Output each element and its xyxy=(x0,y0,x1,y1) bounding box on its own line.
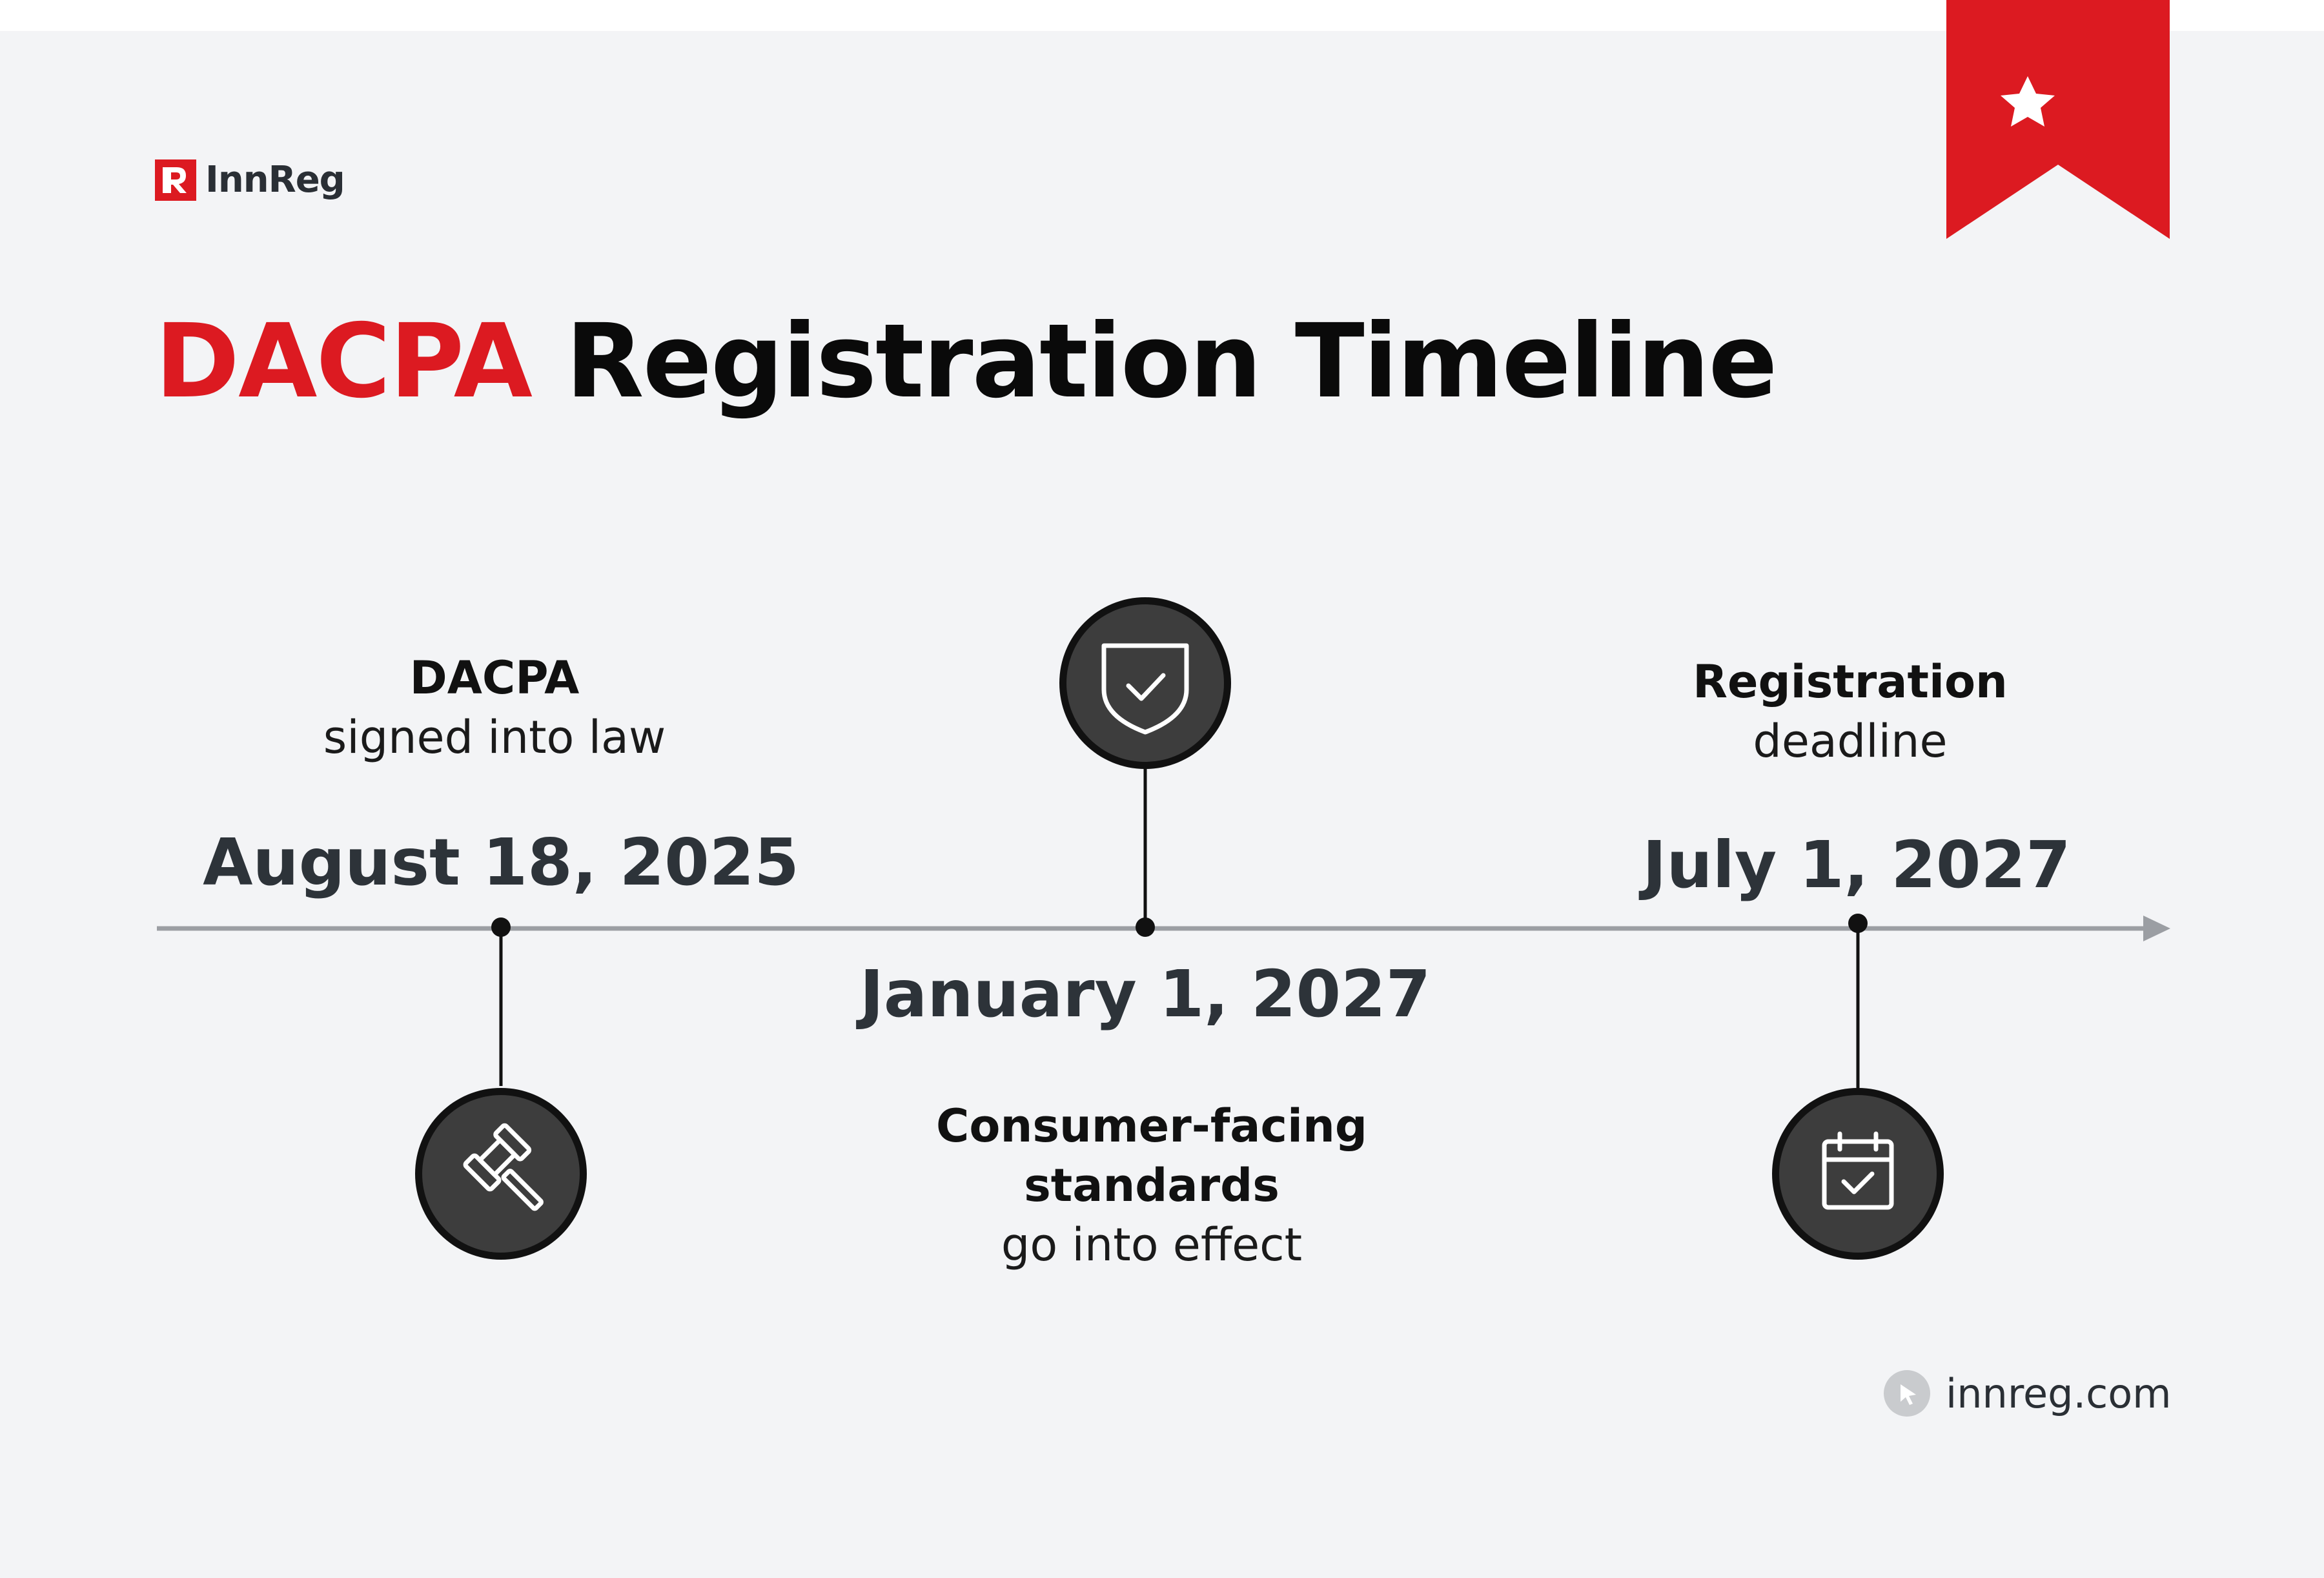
calendar-check-icon xyxy=(1772,1088,1944,1260)
event-2-dot xyxy=(1136,917,1155,937)
title-accent: DACPA xyxy=(155,302,531,421)
event-3-dot xyxy=(1848,914,1868,933)
event-3-title: Registration xyxy=(1693,655,2008,708)
footer-website[interactable] xyxy=(1882,1369,2172,1418)
event-3-date: July 1, 2027 xyxy=(1642,827,2071,903)
cursor-click-icon xyxy=(1882,1369,1932,1418)
event-1-title: DACPA xyxy=(409,651,580,704)
event-2-label xyxy=(893,1096,1410,1275)
event-1-dot xyxy=(491,917,511,937)
event-1-label xyxy=(236,648,753,767)
event-3-description: deadline xyxy=(1753,715,1948,768)
event-1-description: signed into law xyxy=(323,711,666,764)
brand-name: InnReg xyxy=(205,159,345,201)
event-2-date: January 1, 2027 xyxy=(859,956,1431,1032)
timeline-arrowhead xyxy=(2143,916,2170,941)
website-link[interactable]: innreg.com xyxy=(1946,1369,2172,1417)
title-rest: Registration Timeline xyxy=(565,302,1777,421)
event-2-title: Consumer-facing standards xyxy=(936,1100,1367,1212)
shield-check-icon xyxy=(1059,597,1231,769)
event-3-label xyxy=(1592,652,2108,771)
event-1-date: August 18, 2025 xyxy=(203,825,799,900)
event-2-description: go into effect xyxy=(1001,1218,1303,1271)
gavel-icon xyxy=(415,1088,587,1260)
